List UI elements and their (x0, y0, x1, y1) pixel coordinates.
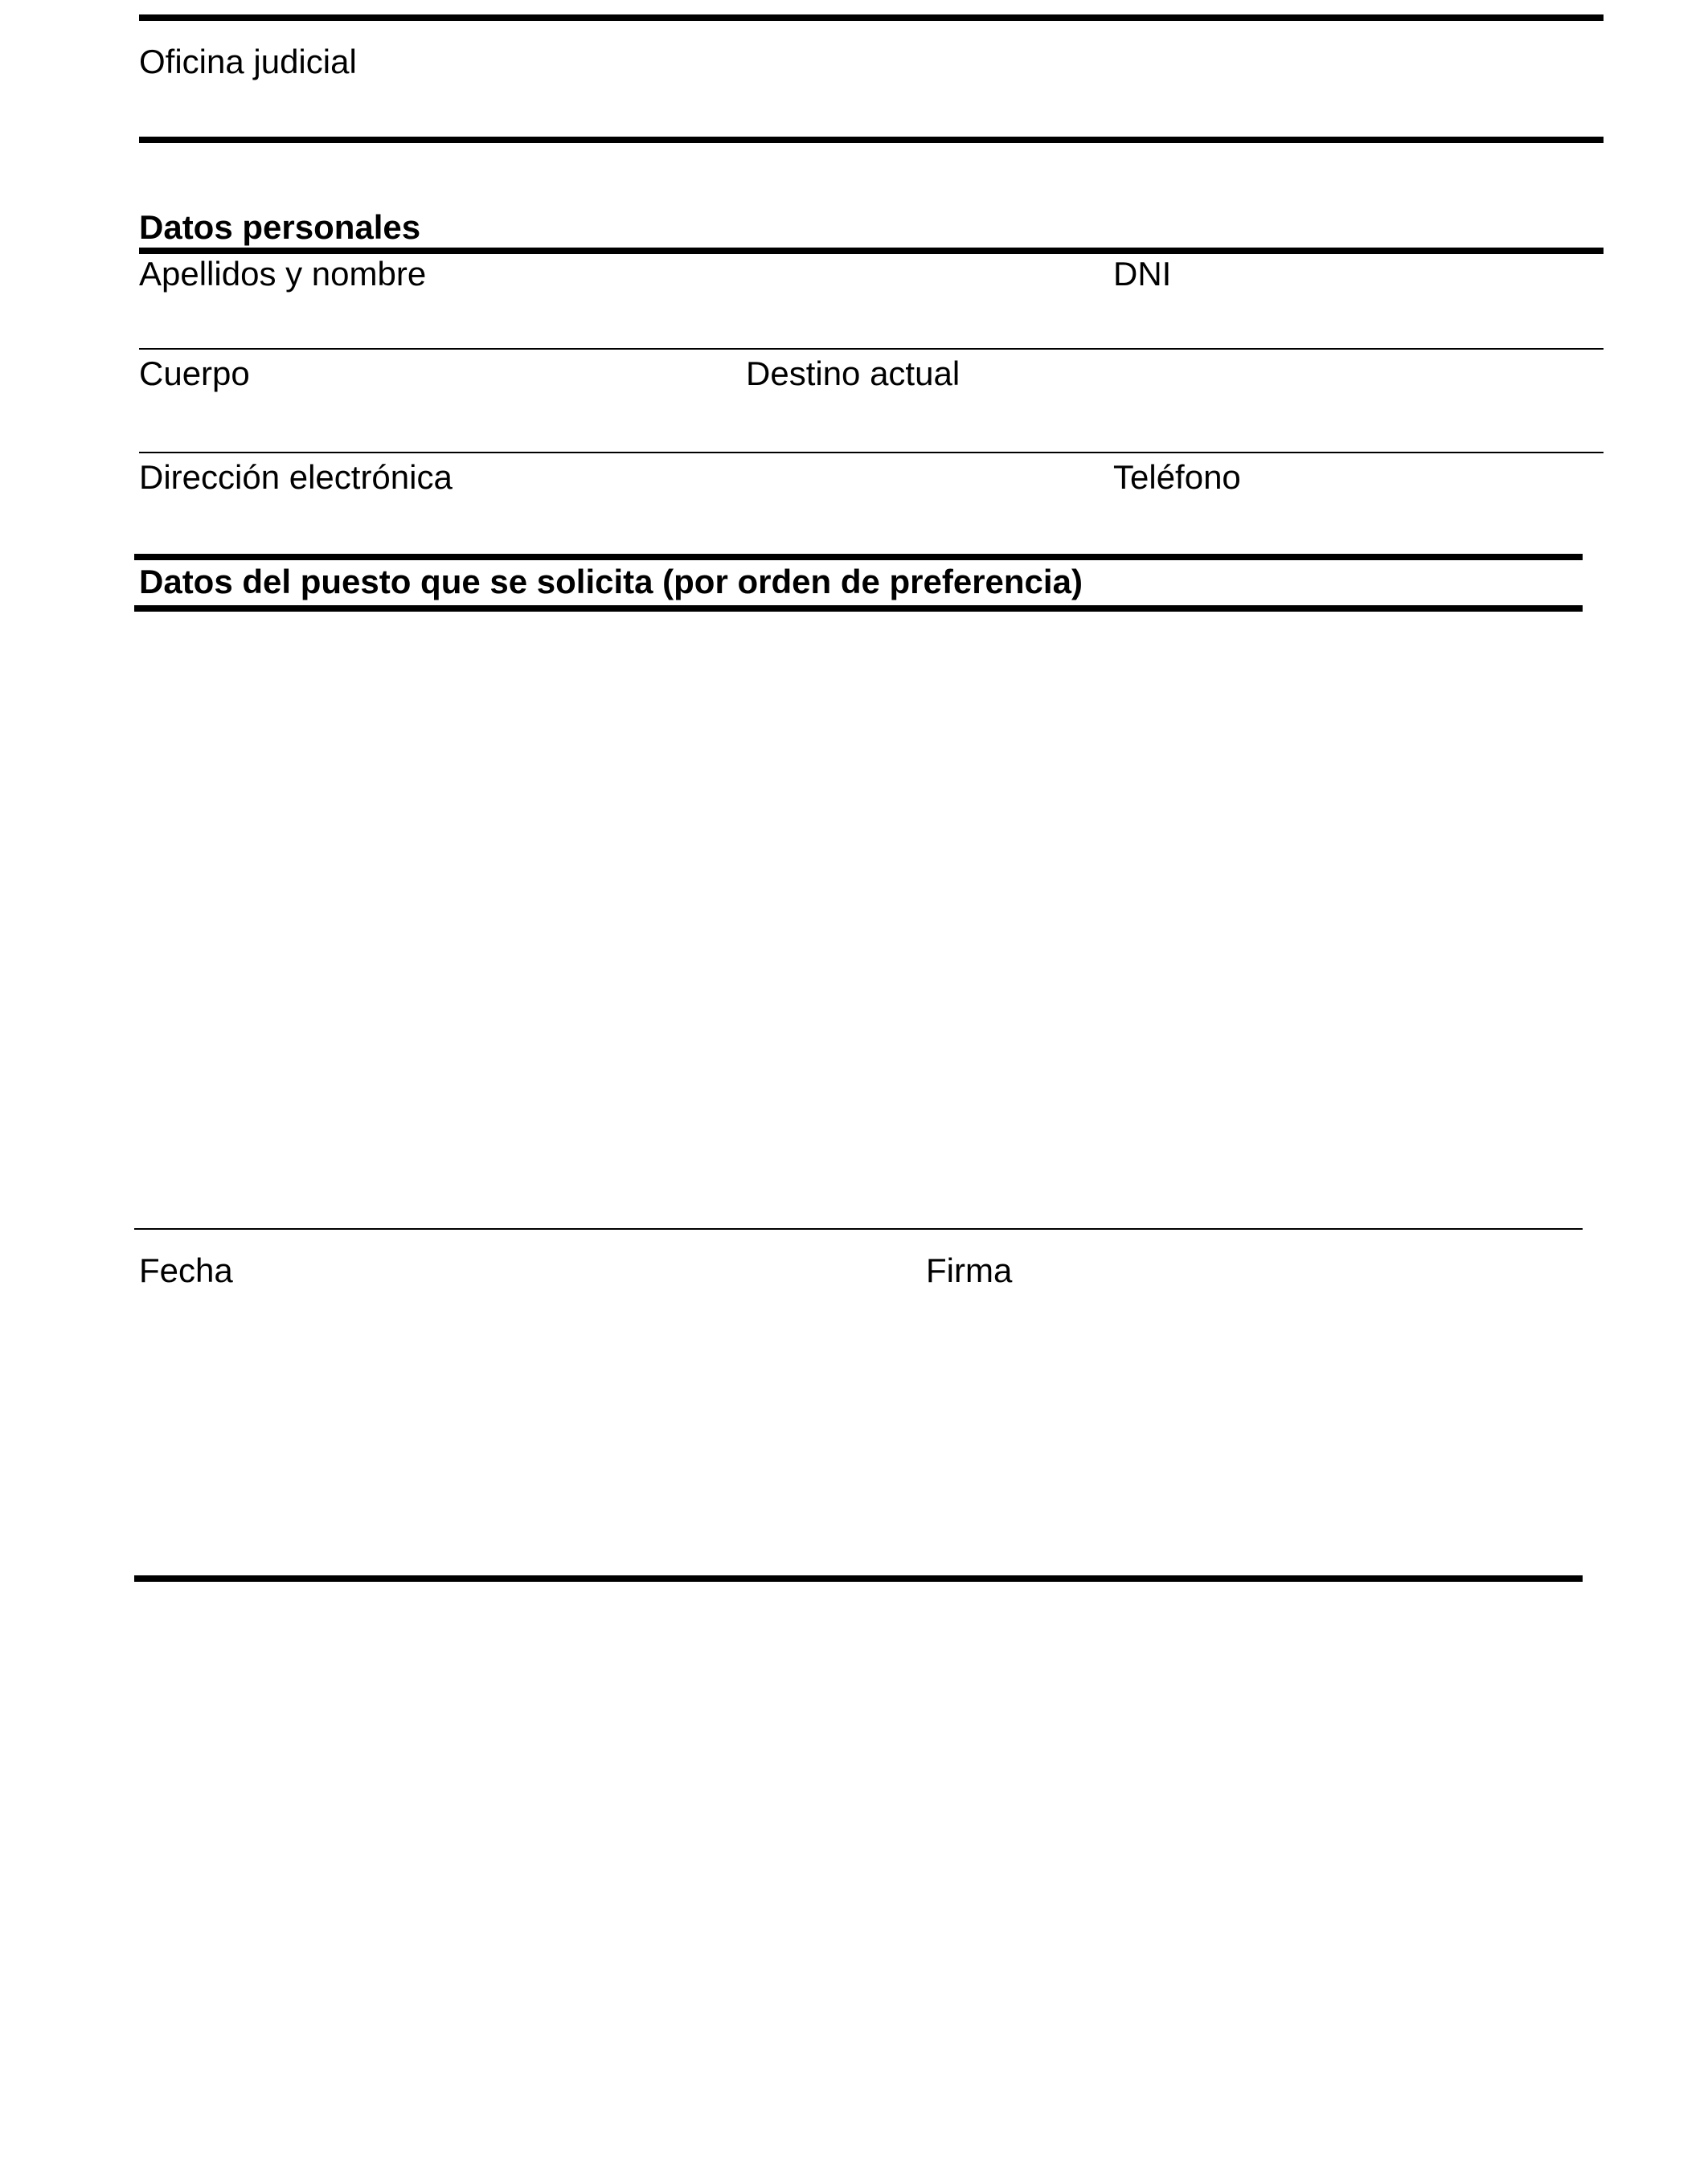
cuerpo-label: Cuerpo (139, 354, 250, 392)
telefono-field[interactable] (1113, 498, 1604, 554)
cuerpo-rule (139, 452, 1604, 453)
bottom-rule (134, 1575, 1583, 1582)
top-rule (139, 14, 1604, 21)
puesto-bottom-rule (134, 605, 1583, 612)
cuerpo-field[interactable] (139, 394, 734, 450)
destino-actual-field[interactable] (746, 394, 1604, 450)
dni-field[interactable] (1113, 294, 1604, 347)
datos-personales-rule (139, 248, 1604, 254)
oficina-judicial-field[interactable] (139, 82, 1604, 135)
puesto-top-rule (134, 554, 1583, 560)
apellidos-nombre-field[interactable] (139, 294, 1104, 347)
oficina-rule (139, 137, 1604, 143)
destino-actual-label: Destino actual (746, 354, 960, 392)
puesto-heading: Datos del puesto que se solicita (por orden de preferencia) (139, 563, 1083, 600)
puesto-end-rule (134, 1228, 1583, 1230)
direccion-electronica-field[interactable] (139, 498, 1104, 554)
firma-label: Firma (926, 1251, 1013, 1289)
fecha-field[interactable] (139, 1294, 911, 1567)
fecha-label: Fecha (139, 1251, 233, 1289)
firma-field[interactable] (926, 1294, 1583, 1567)
telefono-label: Teléfono (1113, 458, 1241, 496)
dni-label: DNI (1113, 255, 1172, 293)
direccion-electronica-label: Dirección electrónica (139, 458, 453, 496)
datos-personales-heading: Datos personales (139, 208, 421, 246)
oficina-judicial-label: Oficina judicial (139, 43, 357, 80)
puesto-preferencias-field[interactable] (134, 615, 1583, 1226)
apellidos-rule (139, 348, 1604, 350)
apellidos-nombre-label: Apellidos y nombre (139, 255, 427, 293)
